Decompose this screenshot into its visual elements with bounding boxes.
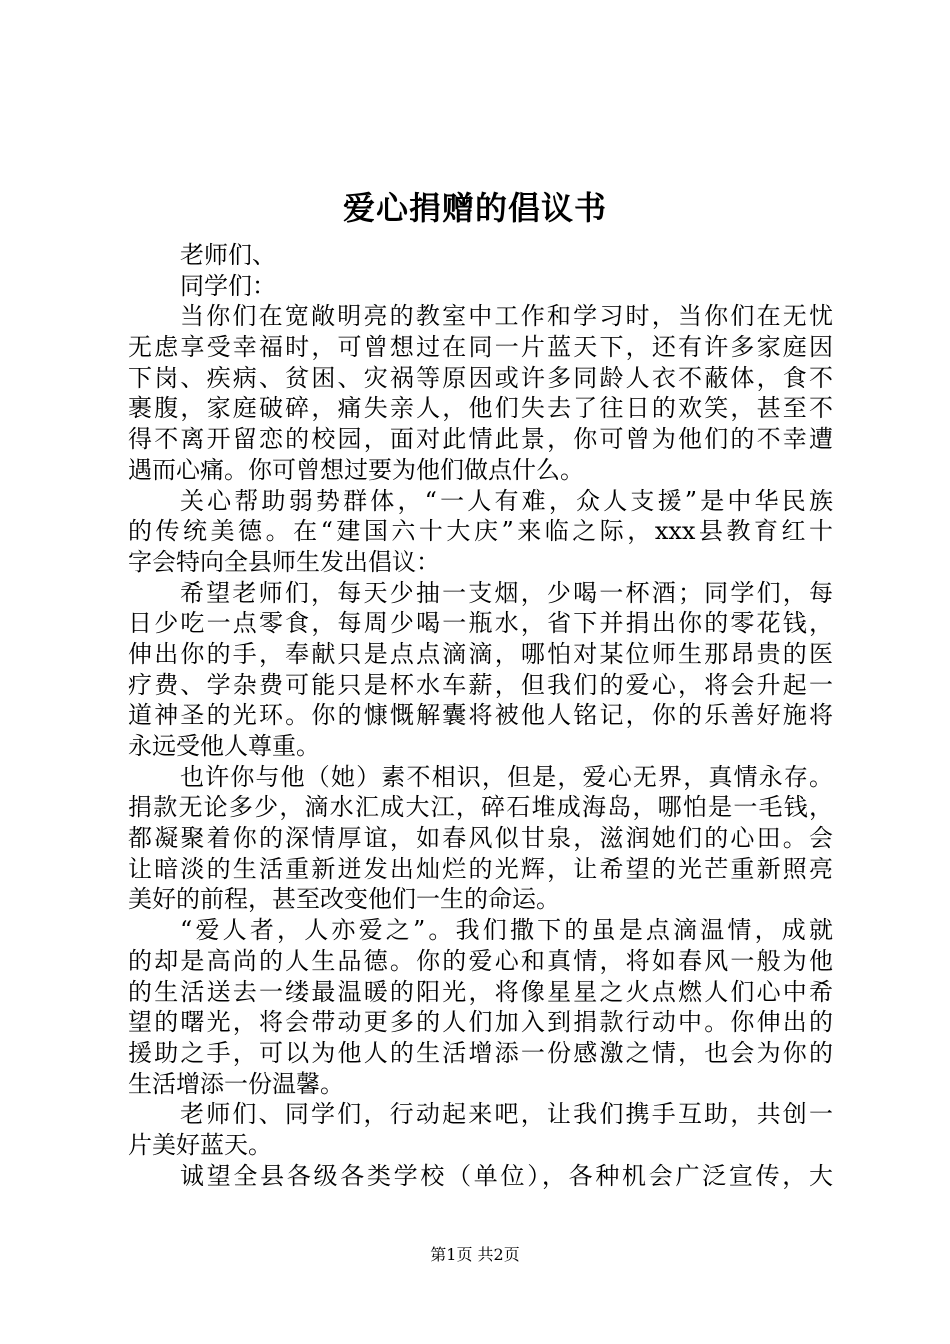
paragraph-line: 当你们在宽敞明亮的教室中工作和学习时，当你们在无忧	[180, 302, 833, 331]
salutation-line: 同学们：	[180, 271, 276, 300]
paragraph-line: 裹腹，家庭破碎，痛失亲人，他们失去了往日的欢笑，甚至不	[128, 394, 833, 423]
paragraph-line: 伸出你的手，奉献只是点点滴滴，哪怕对某位师生那昂贵的医	[128, 639, 833, 668]
page-footer: 第1页 共2页	[430, 1245, 520, 1264]
paragraph-line: 片美好蓝天。	[128, 1130, 272, 1159]
paragraph-line: 让暗淡的生活重新迸发出灿烂的光辉，让希望的光芒重新照亮	[128, 854, 833, 883]
salutation-line: 老师们、	[180, 241, 276, 269]
paragraph-line: “爱人者，人亦爱之”。我们撒下的虽是点滴温情，成就	[180, 916, 833, 945]
paragraph-line: 都凝聚着你的深情厚谊，如春风似甘泉，滋润她们的心田。会	[128, 824, 833, 853]
paragraph-line: 得不离开留恋的校园，面对此情此景，你可曾为他们的不幸遭	[128, 425, 833, 454]
paragraph-line: 援助之手，可以为他人的生活增添一份感激之情，也会为你的	[128, 1038, 833, 1067]
paragraph-line: 关心帮助弱势群体，“一人有难，众人支援”是中华民族	[180, 486, 833, 515]
paragraph-line: 道神圣的光环。你的慷慨解囊将被他人铭记，你的乐善好施将	[128, 701, 833, 730]
paragraph-line: 美好的前程，甚至改变他们一生的命运。	[128, 885, 560, 914]
paragraph-line: 的传统美德。在“建国六十大庆”来临之际，xxx县教育红十	[128, 517, 833, 546]
paragraph-line: 希望老师们，每天少抽一支烟，少喝一杯酒；同学们，每	[180, 578, 833, 607]
paragraph-line: 也许你与他（她）素不相识，但是，爱心无界，真情永存。	[180, 762, 833, 791]
document-body	[128, 240, 833, 1191]
paragraph-line: 捐款无论多少，滴水汇成大江，碎石堆成海岛，哪怕是一毛钱，	[128, 793, 833, 822]
paragraph-line: 的却是高尚的人生品德。你的爱心和真情，将如春风一般为他	[128, 946, 833, 975]
paragraph-line: 字会特向全县师生发出倡议：	[128, 547, 440, 576]
paragraph-line: 日少吃一点零食，每周少喝一瓶水，省下并捐出你的零花钱，	[128, 609, 833, 638]
paragraph-line: 遇而心痛。你可曾想过要为他们做点什么。	[128, 455, 584, 484]
paragraph-line: 疗费、学杂费可能只是杯水车薪，但我们的爱心，将会升起一	[128, 670, 833, 699]
paragraph-line: 望的曙光，将会带动更多的人们加入到捐款行动中。你伸出的	[128, 1008, 833, 1037]
paragraph-line: 诚望全县各级各类学校（单位），各种机会广泛宣传，大	[180, 1161, 833, 1190]
paragraph-line: 无虑享受幸福时，可曾想过在同一片蓝天下，还有许多家庭因	[128, 333, 833, 362]
paragraph-line: 永远受他人尊重。	[128, 732, 320, 760]
paragraph-line: 的生活送去一缕最温暖的阳光，将像星星之火点燃人们心中希	[128, 977, 833, 1006]
paragraph-line: 下岗、疾病、贫困、灾祸等原因或许多同龄人衣不蔽体，食不	[128, 363, 833, 392]
document-title: 爱心捐赠的倡议书	[342, 189, 607, 227]
paragraph-line: 老师们、同学们，行动起来吧，让我们携手互助，共创一	[180, 1100, 833, 1129]
paragraph-line: 生活增添一份温馨。	[128, 1069, 344, 1098]
